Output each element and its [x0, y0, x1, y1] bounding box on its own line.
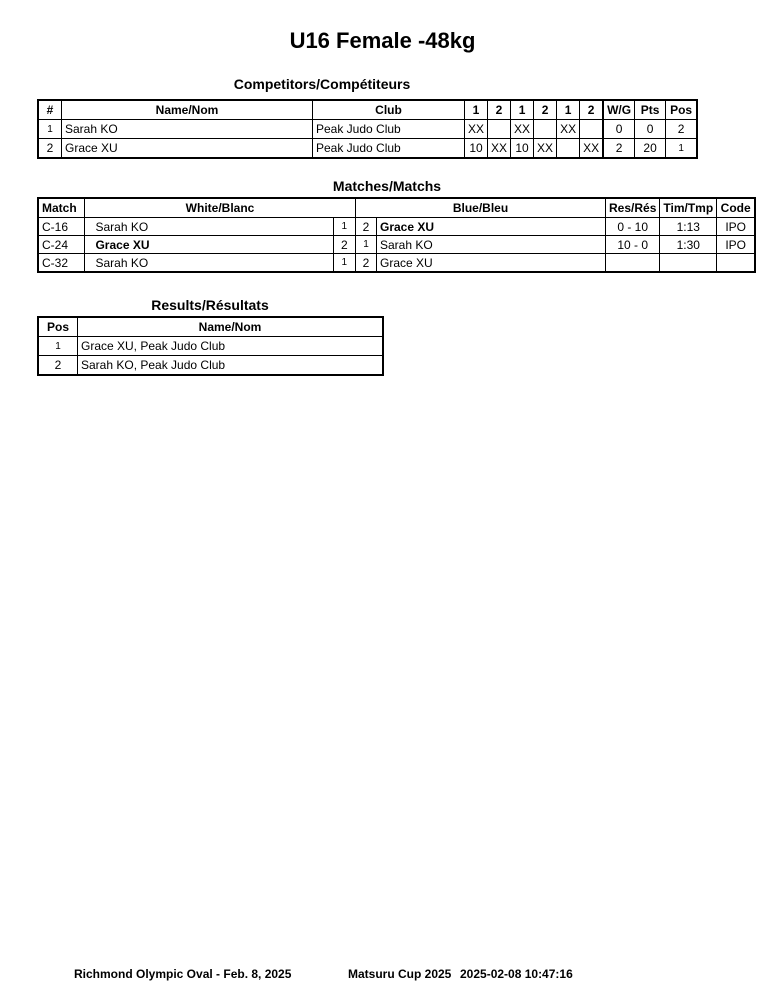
footer-event: Matsuru Cup 2025: [348, 967, 452, 981]
blue-competitor: Grace XU: [377, 254, 606, 273]
results-table: [37, 316, 384, 376]
col-round-3: 1: [511, 100, 534, 120]
competitor-pts: 20: [635, 139, 666, 159]
col-match: Match: [38, 198, 85, 218]
col-pos: Pos: [38, 317, 78, 337]
blue-number: 2: [356, 218, 377, 236]
results-header-row: [38, 317, 383, 337]
page-title: U16 Female -48kg: [289, 28, 476, 53]
col-round-4: 2: [534, 100, 557, 120]
col-club: Club: [313, 100, 465, 120]
competitor-num: 2: [38, 139, 62, 159]
result-name: Sarah KO, Peak Judo Club: [78, 356, 384, 376]
match-time: 1:30: [660, 236, 717, 254]
match-id: C-24: [38, 236, 85, 254]
match-id: C-16: [38, 218, 85, 236]
match-result: 0 - 10: [606, 218, 660, 236]
round-score: [534, 120, 557, 139]
white-competitor: Sarah KO: [92, 254, 333, 273]
col-num: #: [38, 100, 62, 120]
white-number: 1: [333, 218, 355, 236]
matches-heading: Matches/Matchs: [332, 178, 442, 194]
competitor-pts: 0: [635, 120, 666, 139]
competitor-wg: 2: [603, 139, 635, 159]
col-blue: Blue/Bleu: [356, 198, 606, 218]
white-number: 1: [333, 254, 355, 273]
col-round-5: 1: [557, 100, 580, 120]
competitor-name: Sarah KO: [62, 120, 313, 139]
col-round-1: 1: [465, 100, 488, 120]
round-score: XX: [580, 139, 604, 159]
competitors-table: [37, 99, 698, 159]
competitors-heading: Competitors/Compétiteurs: [233, 76, 411, 92]
blue-competitor: Sarah KO: [377, 236, 606, 254]
footer-timestamp: 2025-02-08 10:47:16: [460, 967, 573, 981]
round-score: 10: [511, 139, 534, 159]
match-id: C-32: [38, 254, 85, 273]
competitor-pos: 2: [666, 120, 698, 139]
footer-venue: Richmond Olympic Oval - Feb. 8, 2025: [74, 967, 292, 981]
competitor-row: [38, 120, 697, 139]
blue-number: 2: [356, 254, 377, 273]
round-score: XX: [511, 120, 534, 139]
competitor-wg: 0: [603, 120, 635, 139]
col-pos: Pos: [666, 100, 698, 120]
competitor-pos: 1: [666, 139, 698, 159]
results-heading: Results/Résultats: [151, 297, 269, 313]
match-result: 10 - 0: [606, 236, 660, 254]
round-score: XX: [557, 120, 580, 139]
round-score: [557, 139, 580, 159]
competitors-header-row: [38, 100, 697, 120]
col-round-6: 2: [580, 100, 604, 120]
match-result: [606, 254, 660, 273]
white-number: 2: [333, 236, 355, 254]
matches-table: [37, 197, 756, 273]
col-wg: W/G: [603, 100, 635, 120]
round-score: [580, 120, 604, 139]
match-code: IPO: [717, 236, 756, 254]
col-name: Name/Nom: [78, 317, 384, 337]
result-row: [38, 356, 383, 376]
match-row: [38, 236, 755, 254]
result-pos: 1: [38, 337, 78, 356]
result-name: Grace XU, Peak Judo Club: [78, 337, 384, 356]
competitor-row: [38, 139, 697, 159]
col-time: Tim/Tmp: [660, 198, 717, 218]
round-score: 10: [465, 139, 488, 159]
round-score: XX: [534, 139, 557, 159]
match-code: [717, 254, 756, 273]
match-code: IPO: [717, 218, 756, 236]
col-pts: Pts: [635, 100, 666, 120]
col-round-2: 2: [488, 100, 511, 120]
col-name: Name/Nom: [62, 100, 313, 120]
round-score: XX: [465, 120, 488, 139]
blue-competitor: Grace XU: [377, 218, 606, 236]
match-row: [38, 254, 755, 273]
competitor-num: 1: [38, 120, 62, 139]
white-competitor: Sarah KO: [92, 218, 333, 236]
col-white: White/Blanc: [85, 198, 356, 218]
competitor-club: Peak Judo Club: [313, 139, 465, 159]
round-score: XX: [488, 139, 511, 159]
result-row: [38, 337, 383, 356]
match-row: [38, 218, 755, 236]
match-time: 1:13: [660, 218, 717, 236]
result-pos: 2: [38, 356, 78, 376]
match-time: [660, 254, 717, 273]
col-code: Code: [717, 198, 756, 218]
competitor-name: Grace XU: [62, 139, 313, 159]
competitor-club: Peak Judo Club: [313, 120, 465, 139]
round-score: [488, 120, 511, 139]
matches-header-row: [38, 198, 755, 218]
col-result: Res/Rés: [606, 198, 660, 218]
white-competitor: Grace XU: [92, 236, 333, 254]
blue-number: 1: [356, 236, 377, 254]
